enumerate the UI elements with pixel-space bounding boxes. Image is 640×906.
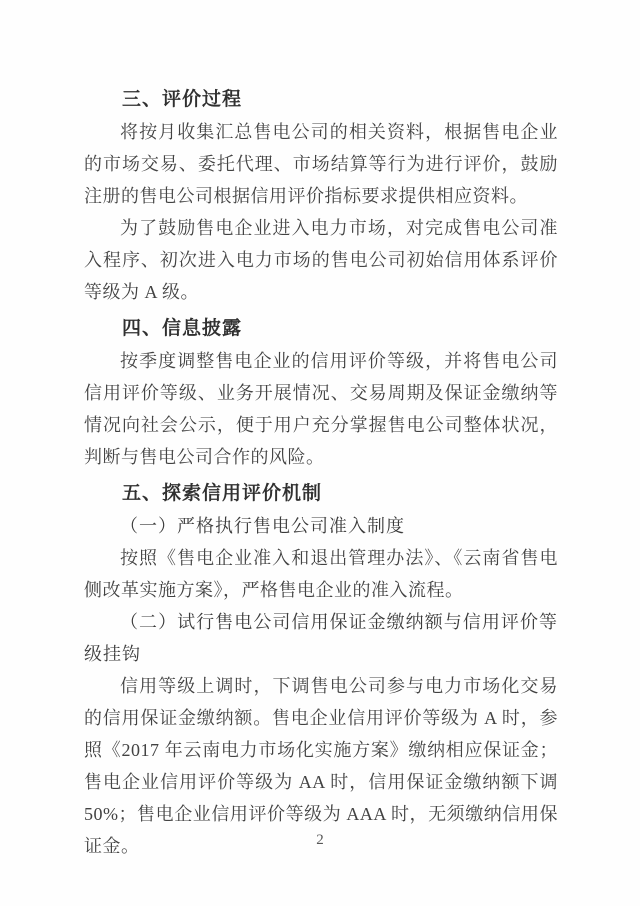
subheading-deposit-linked-rating: （二）试行售电公司信用保证金缴纳额与信用评价等级挂钩 [84,612,558,664]
section-heading-evaluation-process: 三、评价过程 [122,89,243,110]
section-heading-information-disclosure: 四、信息披露 [122,318,243,339]
paragraph-deposit-rules: 信用等级上调时，下调售电公司参与电力市场化交易的信用保证金缴纳额。售电企业信用评价等级为 A 时，参照《2017 年云南电力市场化实施方案》缴纳相应保证金；售电企业信用评价等级为 AA 时，信用保证金缴纳额下调 50%；售电企业信用评价等级为 AAA 时，无须缴纳信用保证金。 [84,676,558,856]
paragraph-quarterly-adjustment: 按季度调整售电企业的信用评价等级，并将售电公司信用评价等级、业务开展情况、交易周期及保证金缴纳等情况向社会公示，便于用户充分掌握售电公司整体状况，判断与售电公司合作的风险。 [84,351,558,467]
paragraph-initial-grade-a: 为了鼓励售电企业进入电力市场，对完成售电公司准入程序、初次进入电力市场的售电公司初始信用体系评价等级为 A 级。 [84,218,558,302]
paragraph-admission-rules: 按照《售电企业准入和退出管理办法》、《云南省售电侧改革实施方案》，严格售电企业的准入流程。 [84,548,558,600]
paragraph-monthly-collection: 将按月收集汇总售电公司的相关资料，根据售电企业的市场交易、委托代理、市场结算等行为进行评价，鼓励注册的售电公司根据信用评价指标要求提供相应资料。 [84,122,558,206]
subheading-strict-admission: （一）严格执行售电公司准入制度 [120,516,405,536]
page-number: 2 [316,832,324,848]
section-heading-credit-mechanism: 五、探索信用评价机制 [122,483,323,504]
